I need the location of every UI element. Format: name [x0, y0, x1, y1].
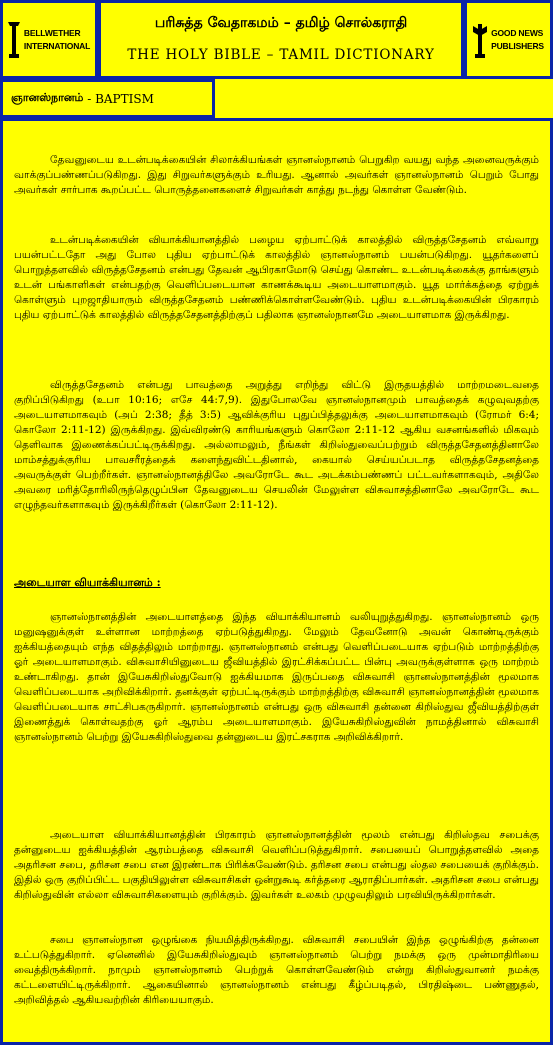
subheading: அடையாள வியாக்கியானம் :	[14, 576, 161, 589]
right-logo-line-1: GOOD NEWS	[491, 27, 544, 38]
title-box	[98, 0, 464, 79]
paragraph-text: அடையாள வியாக்கியானத்தின் பிரகாரம் ஞானஸ்நானத்தின் மூலம் என்பது கிறிஸ்தவ சபைக்கு தன்னுடைய ஐக்கியத்தின் ஆரம்பத்தை விசுவாசி வெளிப்படுத்துகிறார். சபையைப் பொறுத்தளவில் அதை அதரிசன சபை, தரிசன சபை என இரண்டாக பிரிக்கவேண்டும். தரிசன சபை என்பது ஸ்தல சபையைக் குறிக்கும். இதில் ஒரு குறிப்பிட்ட பகுதியிலுள்ள விசுவாசிகள் ஒன்றுகூடி கர்த்தரை ஆராதிப்பார்கள். அதரிசன சபை என்பது கிறிஸ்துவின் எல்லா விசுவாசிகளையும் குறிக்கும். இவர்கள் உலகம் முழுவதிலும் பரவியிருக்கிறார்கள்.	[14, 829, 539, 901]
paragraph-6	[14, 933, 539, 1008]
bellwether-logo[interactable]	[8, 20, 90, 60]
paragraph-1	[14, 153, 539, 198]
left-logo-line-2: INTERNATIONAL	[23, 40, 91, 51]
paragraph-text: ஞானஸ்நானத்தின் அடையாளத்தை இந்த வியாக்கியானம் வலியுறுத்துகிறது. ஞானஸ்நானம் ஒரு மனுஷனுக்குள் உள்ளான மாற்றத்தை ஏற்படுத்துகிறது. மேலும் தேவனோடு அவன் கொண்டிருக்கும் ஐக்கியத்தையும் எந்த விதத்திலும் மாற்றாது. ஞானஸ்நானம் என்பது வெளிப்படையாக ஏற்படும் மாற்றத்திற்கு ஓர் அடையாளமாகும். விசுவாசியினுடைய ஜீவியத்தில் இரட்சிக்கப்பட்ட பின்பு அவருக்குள்ளாக ஒரு மாற்றம் உண்டாகிறது. தான் இயேசுகிறிஸ்துவோடு ஐக்கியமாக இருப்பதை விசுவாசி ஞானஸ்நானத்தின் மூலமாக வெளிப்படையாக அறிவிக்கிறார். தனக்குள் ஏற்பட்டிருக்கும் மாற்றத்திற்கு விசுவாசி ஞானஸ்நானத்தின் மூலமாக வெளிப்படையாக சாட்சிபகருகிறார். ஞானஸ்நானம் என்பது ஒரு விசுவாசி தன்னை கிறிஸ்துவ ஜீவியத்திற்குள் இணைத்துக் கொள்வதற்கு ஓர் ஆரம்ப அடையாளமாகும். இயேசுகிறிஸ்துவின் நாமத்தினால் விசுவாசி ஞானஸ்நானம் பெற்று இயேசுகிறிஸ்துவை தன்னுடைய இரட்சகராக அறிவிக்கிறார்.	[14, 611, 539, 743]
section-title	[0, 79, 215, 118]
left-logo-line-1: BELLWETHER	[23, 27, 81, 38]
right-logo-box	[464, 0, 553, 79]
open-book-icon	[473, 20, 487, 60]
paragraph-text: தேவனுடைய உடன்படிக்கையின் சிலாக்கியங்கள் ஞானஸ்நானம் பெறுகிற வயது வந்த அனைவருக்கும் வாக்குப்பண்ணப்படுகிறது. இது சிறுவர்களுக்கும் உரியது. ஆனால் அவர்கள் ஞானஸ்நானம் பெறும் போது அவர்கள் சார்பாக கூறப்பட்ட பொருத்தனைகளைச் சிறுவர்கள் காத்து நடந்து கொள்ள வேண்டும்.	[14, 154, 539, 196]
section-title-separator: -	[83, 91, 96, 106]
paragraph-text: சபை ஞானஸ்நான ஒழுங்கை நியமித்திருக்கிறது. விசுவாசி சபையின் இந்த ஒழுங்கிற்கு தன்னை உட்படுத்துகிறார். ஏனெனில் இயேசுகிறிஸ்துவும் ஞானஸ்நானம் பெற்று நமக்கு ஒரு முன்மாதிரியை வைத்திருக்கிறார். நாமும் ஞானஸ்நானம் பெற்றுக் கொள்ளவேண்டும் என்று கிறிஸ்துவானர் நமக்கு கட்டளையிட்டிருக்கிறார். ஆகையினால் ஞானஸ்நானம் என்பது கீழ்ப்படிதல், பிரதிஷ்டை பண்ணுதல், அறிவித்தல் ஆகியவற்றின் கிரியையாகும்.	[14, 934, 539, 1006]
paragraph-text: உடன்படிக்கையின் வியாக்கியானத்தில் பழைய ஏற்பாட்டுக் காலத்தில் விருத்தசேதனம் எவ்வாறு பயன்பட்டதோ அது போல புதிய ஏற்பாட்டுக் காலத்தில் ஞானஸ்நானம் பயன்படுகிறது. யூதர்களைப் பொறுத்தளவில் விருத்தசேதனம் என்பது தேவன் ஆபிரகாமோடு செய்து கொண்ட உடன்படிக்கைக்கு தாங்களும் உடன் பங்காளிகள் என்பதற்கு வெளிப்படையான காணக்கூடிய அடையாளமாகும். யூத மார்க்கத்தை ஏற்றுக் கொள்ளும் புறஜாதியாரும் விருத்தசேதனம் பண்ணிக்கொள்ளவேண்டும். புதிய உடன்படிக்கையின் பிரகாரம் புதிய ஏற்பாட்டுக் காலத்தில் விருத்தசேதனத்திற்குப் பதிலாக ஞானஸ்நானமே அடையாளமாக இருக்கிறது.	[14, 234, 539, 321]
right-logo-line-2: PUBLISHERS	[491, 40, 544, 51]
section-title-tamil: ஞானஸ்நானம்	[11, 91, 84, 104]
good-news-logo[interactable]	[473, 20, 544, 60]
paragraph-2	[14, 233, 539, 323]
paragraph-4	[14, 610, 539, 745]
left-logo-box	[0, 0, 98, 79]
title-english: THE HOLY BIBLE – TAMIL DICTIONARY	[127, 47, 435, 63]
paragraph-5	[14, 828, 539, 903]
paragraph-3	[14, 378, 539, 513]
paragraph-text: விருத்தசேதனம் என்பது பாவத்தை அறுத்து எறிந்து விட்டு இருதயத்தில் மாற்றமடைவதை குறிப்பிடுகிறது (உபா 10:16; எசே 44:7,9). இதுபோலவே ஞானஸ்நானமும் பாவத்தைக் கழுவுவதற்கு அடையாளமாகவும் (அப் 2:38; தீத் 3:5) ஆவிக்குரிய புதுப்பித்தலுக்கு அடையாளமாகவும் (ரோமர் 6:4; கொலோ 2:11-12) இருக்கிறது. இவ்விரண்டு காரியங்களும் கொலோ 2:11-12 ஆகிய வசனங்களில் மிகவும் தெளிவாக இணைக்கப்பட்டிருக்கிறது. அல்லாமலும், நீங்கள் கிறிஸ்துவைப்பற்றும் விருத்தசேதனத்தினாலே மாம்சத்துக்குரிய பாவசரீரத்தைக் களைந்துவிட்டதினால், கையால் செய்யப்படாத விருத்தசேதனத்தை அவருக்குள் பெற்றீர்கள். ஞானஸ்நானத்திலே அவரோடே கூட அடக்கம்பண்ணப் பட்டவர்களாகவும், அதிலே அவரை மரித்தோரிலிருந்தெழுப்பின தேவனுடைய செயலின் மேலுள்ள விசுவாசத்தினாலே அவரோடே கூட எழுந்தவர்களாகவும் இருக்கிறீர்கள் (கொலோ 2:11-12).	[14, 379, 539, 511]
title-tamil: பரிசுத்த வேதாகமம் – தமிழ் சொல்கராதி	[154, 15, 408, 31]
section-title-english: BAPTISM	[95, 91, 154, 106]
bible-stand-icon	[8, 20, 20, 60]
